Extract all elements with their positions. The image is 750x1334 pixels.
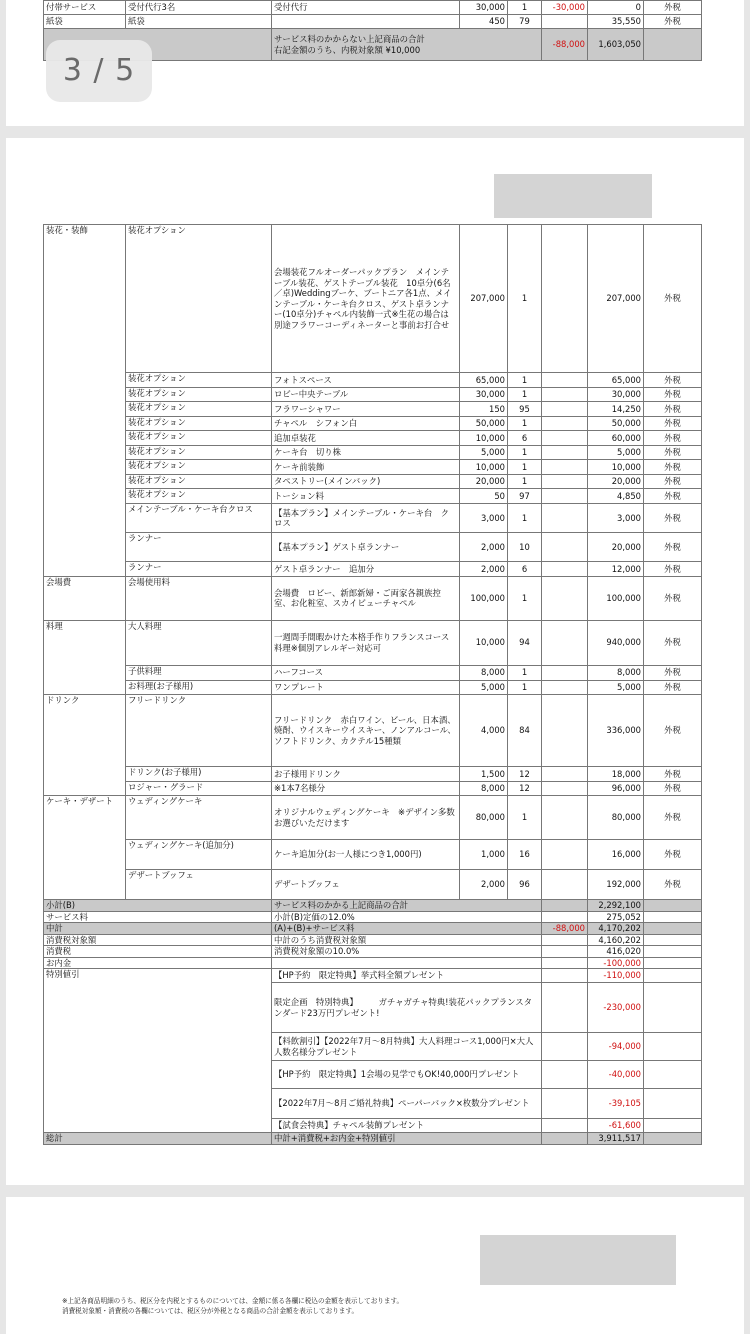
item-cell: 受付代行3名 — [126, 1, 272, 15]
special-discount-amount: -94,000 — [588, 1033, 644, 1061]
grand-total-amount: 3,911,517 — [588, 1133, 644, 1145]
special-discount-blank — [542, 1061, 588, 1089]
price-cell: 1,500 — [460, 767, 508, 782]
qty-cell: 16 — [508, 840, 542, 870]
item-cell: お料理(お子様用) — [126, 680, 272, 695]
amount-cell: 18,000 — [588, 767, 644, 782]
qty-cell: 6 — [508, 562, 542, 577]
totals-label: 小計(B) — [44, 900, 272, 912]
tax-cell: 外税 — [644, 1, 702, 15]
discount-cell — [542, 373, 588, 388]
category-cell: ドリンク — [44, 695, 126, 796]
totals-amount: 4,160,202 — [588, 934, 644, 946]
special-discount-amount: -110,000 — [588, 969, 644, 983]
previous-page-fragment — [6, 0, 744, 126]
amount-cell: 80,000 — [588, 796, 644, 840]
price-cell: 100,000 — [460, 576, 508, 620]
tax-cell: 外税 — [644, 460, 702, 475]
table-row — [44, 680, 702, 695]
table-row — [44, 781, 702, 796]
price-cell: 150 — [460, 402, 508, 417]
totals-row — [44, 911, 702, 923]
totals-discount — [542, 911, 588, 923]
totals-amount: 2,292,100 — [588, 900, 644, 912]
price-cell: 20,000 — [460, 474, 508, 489]
special-discount-blank — [542, 969, 588, 983]
tax-cell: 外税 — [644, 474, 702, 489]
item-cell: ウェディングケーキ(追加分) — [126, 840, 272, 870]
discount-cell — [542, 460, 588, 475]
item-cell: デザートブッフェ — [126, 870, 272, 900]
description-cell: オリジナルウェディングケーキ ※デザイン多数お選びいただけます — [272, 796, 460, 840]
special-discount-amount: -61,600 — [588, 1119, 644, 1133]
description-cell: チャペル シフォン白 — [272, 416, 460, 431]
table-row — [44, 665, 702, 680]
qty-cell: 1 — [508, 387, 542, 402]
description-cell: 一週間手間暇かけた本格手作りフランスコース料理※個別アレルギー対応可 — [272, 620, 460, 665]
price-cell: 10,000 — [460, 431, 508, 446]
tax-cell: 外税 — [644, 680, 702, 695]
tax-cell: 外税 — [644, 665, 702, 680]
totals-amount: -100,000 — [588, 957, 644, 969]
tax-cell: 外税 — [644, 225, 702, 373]
tax-cell: 外税 — [644, 402, 702, 417]
grand-total-tax-cell — [644, 1133, 702, 1145]
special-discount-description: 【2022年7月～8月ご婚礼特典】ペーパーバック×枚数分プレゼント — [272, 1089, 542, 1119]
footnote: ※上記各商品明細のうち、税区分を内税とするものについては、金額に係る各欄に税込の金額を表示しております。 — [62, 1297, 404, 1305]
amount-cell: 10,000 — [588, 460, 644, 475]
totals-tax-cell — [644, 911, 702, 923]
category-cell: 装花・装飾 — [44, 225, 126, 577]
grand-total-label: 総計 — [44, 1133, 272, 1145]
description-cell: お子様用ドリンク — [272, 767, 460, 782]
footnote: 消費税対象額・消費税の各欄については、税区分が外税となる商品の合計金額を表示しております。 — [62, 1307, 359, 1315]
discount-cell — [542, 576, 588, 620]
special-discount-tax-cell — [644, 969, 702, 983]
table-row — [44, 576, 702, 620]
price-cell: 10,000 — [460, 620, 508, 665]
qty-cell: 12 — [508, 781, 542, 796]
next-page-fragment — [6, 1197, 744, 1334]
tax-cell: 外税 — [644, 781, 702, 796]
category-cell: 付帯サービス — [44, 1, 126, 15]
discount-cell — [542, 796, 588, 840]
qty-cell: 1 — [508, 1, 542, 15]
totals-tax-cell — [644, 957, 702, 969]
amount-cell: 192,000 — [588, 870, 644, 900]
tax-cell: 外税 — [644, 416, 702, 431]
description-cell: 受付代行 — [272, 1, 460, 15]
table-row — [44, 796, 702, 840]
totals-discount — [542, 946, 588, 958]
totals-description — [272, 957, 542, 969]
qty-cell: 12 — [508, 767, 542, 782]
special-discount-label: 特別値引 — [44, 969, 272, 1133]
qty-cell: 1 — [508, 796, 542, 840]
totals-description: サービス料のかかる上記商品の合計 — [272, 900, 542, 912]
description-cell: ワンプレート — [272, 680, 460, 695]
description-cell: 【基本プラン】ゲスト卓ランナー — [272, 533, 460, 562]
amount-cell: 3,000 — [588, 504, 644, 533]
special-discount-tax-cell — [644, 1061, 702, 1089]
price-cell: 30,000 — [460, 1, 508, 15]
price-cell: 3,000 — [460, 504, 508, 533]
description-cell: 会場装花フルオーダーパックプラン メインテーブル装花、ゲストテーブル装花 10卓分(6名／卓)Weddingブーケ、ブートニア各1点、メインテーブル・ケーキ台クロス、ゲスト卓ランナー(10卓分)チャペル内装飾一式※生花の場合は別途フラワーコーディネーターと事前お打合せ — [272, 225, 460, 373]
qty-cell: 1 — [508, 416, 542, 431]
page-indicator-badge: 3 / 5 — [46, 40, 152, 102]
amount-cell: 4,850 — [588, 489, 644, 504]
amount-cell: 940,000 — [588, 620, 644, 665]
special-discount-tax-cell — [644, 1089, 702, 1119]
discount-cell — [542, 781, 588, 796]
estimate-table — [43, 224, 702, 1145]
description-cell: ※1本7名様分 — [272, 781, 460, 796]
price-cell: 2,000 — [460, 533, 508, 562]
tax-cell: 外税 — [644, 695, 702, 767]
special-discount-blank — [542, 1119, 588, 1133]
table-row — [44, 373, 702, 388]
amount-cell: 14,250 — [588, 402, 644, 417]
description-cell: ハーフコース — [272, 665, 460, 680]
special-discount-blank — [542, 983, 588, 1033]
item-cell: ウェディングケーキ — [126, 796, 272, 840]
redacted-block — [494, 174, 652, 218]
grand-total-description: 中計+消費税+お内金+特別値引 — [272, 1133, 542, 1145]
totals-description: 消費税対象額の10.0% — [272, 946, 542, 958]
grand-total-blank — [542, 1133, 588, 1145]
totals-row — [44, 946, 702, 958]
price-cell: 10,000 — [460, 460, 508, 475]
category-cell: 料理 — [44, 620, 126, 695]
description-cell: ロビー中央テーブル — [272, 387, 460, 402]
totals-tax-cell — [644, 900, 702, 912]
qty-cell: 1 — [508, 460, 542, 475]
price-cell: 30,000 — [460, 387, 508, 402]
item-cell: 装花オプション — [126, 416, 272, 431]
item-cell: 装花オプション — [126, 431, 272, 446]
tax-cell: 外税 — [644, 796, 702, 840]
amount-cell: 30,000 — [588, 387, 644, 402]
special-discount-amount: -39,105 — [588, 1089, 644, 1119]
discount-cell — [542, 225, 588, 373]
tax-cell: 外税 — [644, 489, 702, 504]
tax-cell: 外税 — [644, 533, 702, 562]
qty-cell: 1 — [508, 576, 542, 620]
special-discount-description: 【HP予約 限定特典】1会場の見学でもOK!40,000円プレゼント — [272, 1061, 542, 1089]
item-cell: 子供料理 — [126, 665, 272, 680]
price-cell: 50 — [460, 489, 508, 504]
qty-cell: 1 — [508, 225, 542, 373]
table-row — [44, 387, 702, 402]
totals-tax-cell — [644, 923, 702, 935]
table-row — [44, 870, 702, 900]
special-discount-amount: -230,000 — [588, 983, 644, 1033]
amount-cell: 35,550 — [588, 15, 644, 29]
price-cell: 50,000 — [460, 416, 508, 431]
summary-discount: -88,000 — [542, 29, 588, 61]
table-row — [44, 489, 702, 504]
discount-cell — [542, 416, 588, 431]
price-cell: 450 — [460, 15, 508, 29]
tax-cell: 外税 — [644, 504, 702, 533]
price-cell: 8,000 — [460, 781, 508, 796]
totals-label: 消費税 — [44, 946, 272, 958]
item-cell: ロジャー・グラード — [126, 781, 272, 796]
qty-cell: 94 — [508, 620, 542, 665]
tax-cell: 外税 — [644, 387, 702, 402]
special-discount-blank — [542, 1033, 588, 1061]
totals-row — [44, 900, 702, 912]
totals-description: (A)+(B)+サービス料 — [272, 923, 542, 935]
amount-cell: 50,000 — [588, 416, 644, 431]
totals-row — [44, 957, 702, 969]
price-cell: 2,000 — [460, 562, 508, 577]
qty-cell: 1 — [508, 504, 542, 533]
totals-label: 消費税対象額 — [44, 934, 272, 946]
tax-cell: 外税 — [644, 840, 702, 870]
table-row — [44, 474, 702, 489]
item-cell: 紙袋 — [126, 15, 272, 29]
price-cell: 65,000 — [460, 373, 508, 388]
discount-cell — [542, 387, 588, 402]
table-row — [44, 767, 702, 782]
price-cell: 1,000 — [460, 840, 508, 870]
tax-cell: 外税 — [644, 373, 702, 388]
price-cell: 8,000 — [460, 665, 508, 680]
table-row — [44, 225, 702, 373]
item-cell: ドリンク(お子様用) — [126, 767, 272, 782]
totals-discount — [542, 900, 588, 912]
qty-cell: 97 — [508, 489, 542, 504]
item-cell: 大人料理 — [126, 620, 272, 665]
table-row — [44, 431, 702, 446]
special-discount-blank — [542, 1089, 588, 1119]
table-row — [44, 504, 702, 533]
amount-cell: 5,000 — [588, 680, 644, 695]
discount-cell — [542, 445, 588, 460]
special-discount-tax-cell — [644, 983, 702, 1033]
totals-discount: -88,000 — [542, 923, 588, 935]
description-cell: タペストリー(メインバック) — [272, 474, 460, 489]
totals-discount — [542, 957, 588, 969]
amount-cell: 100,000 — [588, 576, 644, 620]
item-cell: 装花オプション — [126, 402, 272, 417]
special-discount-description: 【HP予約 限定特典】挙式料全額プレゼント — [272, 969, 542, 983]
special-discount-description: 【料飲割引】【2022年7月～8月特典】大人料理コース1,000円×大人人数名様分プレゼント — [272, 1033, 542, 1061]
tax-cell: 外税 — [644, 445, 702, 460]
qty-cell: 1 — [508, 445, 542, 460]
amount-cell: 20,000 — [588, 533, 644, 562]
item-cell: 装花オプション — [126, 474, 272, 489]
special-discount-row — [44, 969, 702, 983]
discount-cell — [542, 840, 588, 870]
tax-cell: 外税 — [644, 870, 702, 900]
category-cell: ケーキ・デザート — [44, 796, 126, 900]
totals-discount — [542, 934, 588, 946]
table-row — [44, 402, 702, 417]
discount-cell — [542, 695, 588, 767]
qty-cell: 6 — [508, 431, 542, 446]
totals-tax-cell — [644, 934, 702, 946]
summary-amount: 1,603,050 — [588, 29, 644, 61]
summary-line1: サービス料のかからない上記商品の合計 — [274, 34, 425, 44]
summary-description-cell — [272, 29, 542, 61]
category-cell: 会場費 — [44, 576, 126, 620]
amount-cell: 60,000 — [588, 431, 644, 446]
discount-cell — [542, 562, 588, 577]
amount-cell: 96,000 — [588, 781, 644, 796]
item-cell: フリードリンク — [126, 695, 272, 767]
item-cell: 装花オプション — [126, 489, 272, 504]
description-cell: フォトスペース — [272, 373, 460, 388]
discount-cell — [542, 431, 588, 446]
totals-row — [44, 934, 702, 946]
description-cell: フリードリンク 赤白ワイン、ビール、日本酒、焼酎、ウイスキーウイスキー、ノンアルコール、ソフトドリンク、カクテル15種類 — [272, 695, 460, 767]
price-cell: 207,000 — [460, 225, 508, 373]
table-row — [44, 1, 702, 15]
qty-cell: 1 — [508, 474, 542, 489]
redacted-block — [480, 1235, 676, 1285]
qty-cell: 79 — [508, 15, 542, 29]
discount-cell — [542, 402, 588, 417]
description-cell: フラワーシャワー — [272, 402, 460, 417]
discount-cell — [542, 504, 588, 533]
discount-cell — [542, 533, 588, 562]
price-cell: 4,000 — [460, 695, 508, 767]
description-cell: 追加卓装花 — [272, 431, 460, 446]
totals-label: サービス料 — [44, 911, 272, 923]
qty-cell: 10 — [508, 533, 542, 562]
qty-cell: 84 — [508, 695, 542, 767]
amount-cell: 207,000 — [588, 225, 644, 373]
table-row — [44, 620, 702, 665]
amount-cell: 336,000 — [588, 695, 644, 767]
discount-cell — [542, 680, 588, 695]
amount-cell: 5,000 — [588, 445, 644, 460]
description-cell: ゲスト卓ランナー 追加分 — [272, 562, 460, 577]
qty-cell: 1 — [508, 373, 542, 388]
table-row — [44, 445, 702, 460]
item-cell: 会場使用料 — [126, 576, 272, 620]
item-cell: 装花オプション — [126, 387, 272, 402]
grand-total-row — [44, 1133, 702, 1145]
qty-cell: 1 — [508, 665, 542, 680]
description-cell: ケーキ台 切り株 — [272, 445, 460, 460]
special-discount-description: 限定企画 特別特典】 ガチャガチャ特典!装花パックプランスタンダード23万円プレゼント! — [272, 983, 542, 1033]
table-row — [44, 15, 702, 29]
special-discount-tax-cell — [644, 1033, 702, 1061]
item-cell: 装花オプション — [126, 225, 272, 373]
item-cell: 装花オプション — [126, 373, 272, 388]
table-row — [44, 840, 702, 870]
table-row — [44, 460, 702, 475]
discount-cell — [542, 474, 588, 489]
amount-cell: 12,000 — [588, 562, 644, 577]
summary-line2: 右記金額のうち、内税対象額 ¥10,000 — [274, 44, 421, 55]
document-page — [6, 138, 744, 1185]
discount-cell — [542, 665, 588, 680]
description-cell — [272, 15, 460, 29]
amount-cell: 20,000 — [588, 474, 644, 489]
description-cell: 【基本プラン】メインテーブル・ケーキ台 クロス — [272, 504, 460, 533]
totals-row — [44, 923, 702, 935]
discount-cell — [542, 489, 588, 504]
price-cell: 5,000 — [460, 680, 508, 695]
description-cell: ケーキ追加分(お一人様につき1,000円) — [272, 840, 460, 870]
tax-cell: 外税 — [644, 767, 702, 782]
tax-cell: 外税 — [644, 562, 702, 577]
price-cell: 80,000 — [460, 796, 508, 840]
totals-amount: 275,052 — [588, 911, 644, 923]
item-cell: 装花オプション — [126, 445, 272, 460]
table-row — [44, 695, 702, 767]
tax-cell: 外税 — [644, 620, 702, 665]
category-cell: 紙袋 — [44, 15, 126, 29]
discount-cell — [542, 870, 588, 900]
totals-tax-cell — [644, 946, 702, 958]
qty-cell: 96 — [508, 870, 542, 900]
totals-label: 中計 — [44, 923, 272, 935]
discount-cell: -30,000 — [542, 1, 588, 15]
price-cell: 2,000 — [460, 870, 508, 900]
item-cell: ランナー — [126, 533, 272, 562]
qty-cell: 1 — [508, 680, 542, 695]
description-cell: ケーキ前装飾 — [272, 460, 460, 475]
table-row — [44, 533, 702, 562]
description-cell: 会場費 ロビー、新郎新婦・ご両家各親族控室、お化粧室、スカイビューチャペル — [272, 576, 460, 620]
totals-description: 小計(B)定価の12.0% — [272, 911, 542, 923]
amount-cell: 0 — [588, 1, 644, 15]
discount-cell — [542, 15, 588, 29]
item-cell: 装花オプション — [126, 460, 272, 475]
tax-cell: 外税 — [644, 576, 702, 620]
item-cell: メインテーブル・ケーキ台クロス — [126, 504, 272, 533]
totals-description: 中計のうち消費税対象額 — [272, 934, 542, 946]
discount-cell — [542, 620, 588, 665]
totals-amount: 4,170,202 — [588, 923, 644, 935]
item-cell: ランナー — [126, 562, 272, 577]
amount-cell: 8,000 — [588, 665, 644, 680]
table-row — [44, 562, 702, 577]
description-cell: トーション料 — [272, 489, 460, 504]
amount-cell: 16,000 — [588, 840, 644, 870]
totals-amount: 416,020 — [588, 946, 644, 958]
special-discount-tax-cell — [644, 1119, 702, 1133]
description-cell: デザートブッフェ — [272, 870, 460, 900]
special-discount-amount: -40,000 — [588, 1061, 644, 1089]
totals-label: お内金 — [44, 957, 272, 969]
amount-cell: 65,000 — [588, 373, 644, 388]
summary-tax-cell — [644, 29, 702, 61]
price-cell: 5,000 — [460, 445, 508, 460]
special-discount-description: 【試食会特典】チャペル装飾プレゼント — [272, 1119, 542, 1133]
tax-cell: 外税 — [644, 15, 702, 29]
table-row — [44, 416, 702, 431]
qty-cell: 95 — [508, 402, 542, 417]
tax-cell: 外税 — [644, 431, 702, 446]
discount-cell — [542, 767, 588, 782]
